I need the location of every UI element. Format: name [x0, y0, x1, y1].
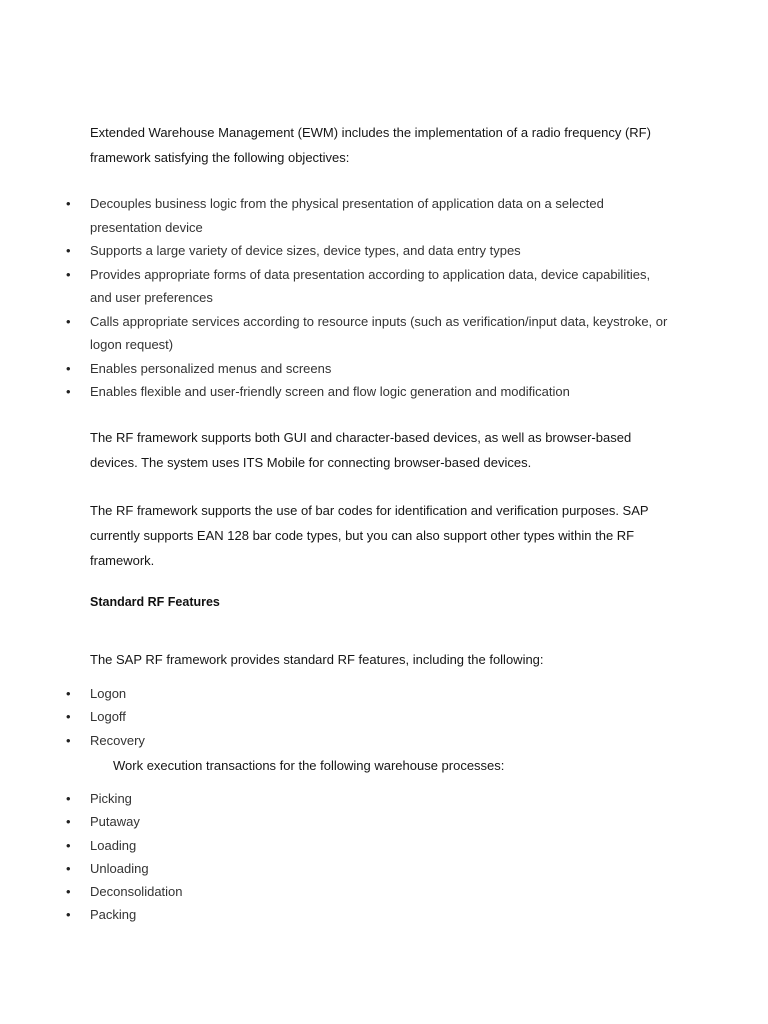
list-item-text: Picking — [90, 791, 132, 806]
bullet-icon: • — [66, 907, 71, 923]
list-item-text: Enables flexible and user-friendly screen and flow logic generation and modification — [90, 384, 570, 399]
list-item-text: Enables personalized menus and screens — [90, 360, 332, 376]
list-item-text: Putaway — [90, 814, 140, 830]
bullet-icon: • — [66, 884, 71, 900]
bullet-icon: • — [66, 196, 71, 211]
list-item — [0, 357, 670, 381]
list-item — [0, 310, 670, 357]
list-item — [0, 263, 670, 310]
list-item — [0, 810, 670, 833]
objectives-list — [0, 192, 700, 404]
list-item — [0, 729, 670, 752]
list-item — [0, 705, 670, 728]
list-item-text: Provides appropriate forms of data presentation according to application data, device capabilities, and user preferences — [90, 266, 651, 305]
list-item-text: Deconsolidation — [90, 884, 183, 900]
bullet-icon: • — [66, 266, 71, 282]
intro-paragraph: Extended Warehouse Management (EWM) includes the implementation of a radio frequency (RF) framework satisfying the following objectives: — [90, 125, 651, 165]
devices-paragraph: The RF framework supports both GUI and character-based devices, as well as browser-based devices. The system uses ITS Mobile for connecting browser-based devices. — [90, 430, 632, 470]
list-item-text: Logoff — [90, 709, 126, 725]
list-item-text: Loading — [90, 837, 137, 853]
list-item-text: Supports a large variety of device sizes, device types, and data entry types — [90, 243, 521, 258]
list-item — [0, 380, 670, 404]
list-item — [0, 903, 670, 926]
list-item — [0, 834, 670, 857]
list-item-text: Decouples business logic from the physical presentation of application data on a selected presentation device — [90, 196, 604, 235]
list-item — [0, 682, 670, 705]
list-item-text: Logon — [90, 686, 127, 701]
features-list — [0, 682, 700, 752]
section-heading: Standard RF Features — [90, 595, 220, 609]
features-intro: The SAP RF framework provides standard RF features, including the following: — [90, 652, 544, 667]
bullet-icon: • — [66, 837, 71, 853]
bullet-icon: • — [66, 384, 71, 399]
list-item — [0, 880, 670, 903]
bullet-icon: • — [66, 360, 71, 376]
bullet-icon: • — [66, 709, 71, 725]
list-item-text: Recovery — [90, 732, 145, 748]
list-item-text: Unloading — [90, 860, 149, 876]
bullet-icon: • — [66, 814, 71, 830]
bullet-icon: • — [66, 243, 71, 258]
list-item-text: Calls appropriate services according to resource inputs (such as verification/input data, keystroke, or logon request) — [90, 313, 668, 352]
list-item — [0, 857, 670, 880]
work-execution-intro: Work execution transactions for the following warehouse processes: — [113, 758, 505, 773]
bullet-icon: • — [66, 686, 71, 701]
list-item — [0, 192, 670, 239]
list-item-text: Packing — [90, 907, 137, 923]
bullet-icon: • — [66, 791, 71, 806]
bullet-icon: • — [66, 860, 71, 876]
processes-list — [0, 787, 700, 927]
barcode-paragraph: The RF framework supports the use of bar codes for identification and verification purposes. SAP currently supports EAN 128 bar code types, but you can also support other types within the RF framework. — [90, 503, 649, 568]
list-item — [0, 239, 670, 263]
bullet-icon: • — [66, 313, 71, 329]
bullet-icon: • — [66, 732, 71, 748]
list-item — [0, 787, 670, 810]
